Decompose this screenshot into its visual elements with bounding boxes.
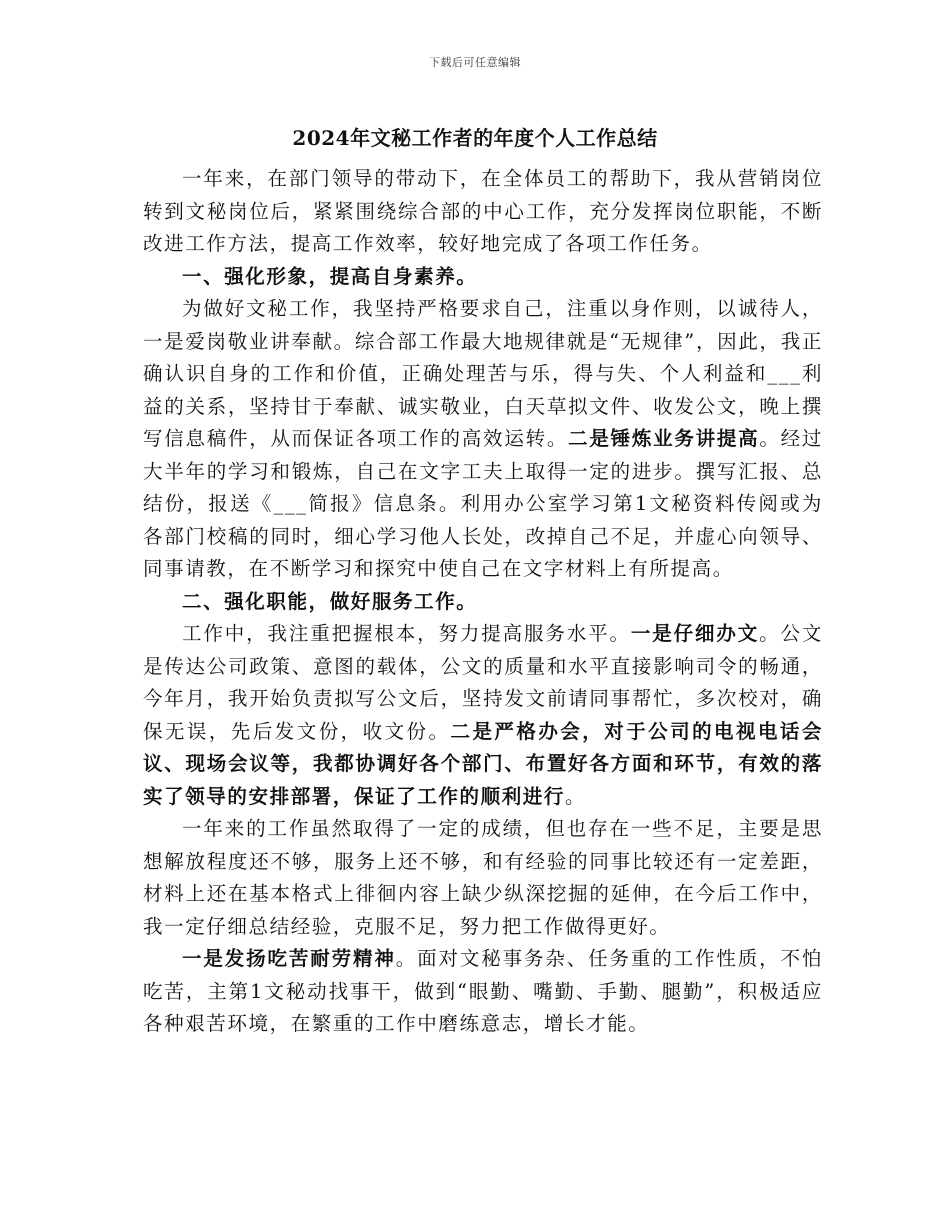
- point-1-paragraph: [143, 943, 823, 1041]
- section-2-heading: 二、强化职能，做好服务工作。: [182, 589, 478, 613]
- section-2-text-e: 。: [565, 784, 587, 808]
- document-body: [143, 163, 823, 1041]
- section-1-heading: 一、强化形象，提高自身素养。: [182, 264, 478, 288]
- point-1-text: 。面对文秘事务杂、任务重的工作性质，不怕吃苦，主第1文秘动找事干，做到“眼勤、嘴勤、手勤、腿勤”，积极适应各种艰苦环境，在繁重的工作中磨练意志，增长才能。: [143, 947, 823, 1035]
- section-2-paragraph: [143, 618, 823, 813]
- section-2-text-c: 。公文是传达公司政策、意图的载体，公文的质量和水平直接影响司令的畅通，今年月，我开始负责拟写公文后，坚持发文前请同事帮忙，多次校对，确保无误，先后发文份，收文份。: [143, 622, 823, 743]
- section-1-text-c: 。经过大半年的学习和锻炼，自己在文字工夫上取得一定的进步。撰写汇报、总结份，报送《___简报》信息条。利用办公室学习第1文秘资料传阅或为各部门校稿的同时，细心学习他人长处，改掉自己不足，并虚心向领导、同事请教，在不断学习和探究中使自己在文字材料上有所提高。: [143, 427, 823, 580]
- section-2-bold-point-1: 一是仔细办文: [630, 622, 760, 645]
- header-note: 下载后可任意编辑: [429, 56, 521, 69]
- section-2-text-a: 工作中，我注重把握根本，努力提高服务水平。: [182, 622, 631, 645]
- intro-paragraph: 一年来，在部门领导的带动下，在全体员工的帮助下，我从营销岗位转到文秘岗位后，紧紧围绕综合部的中心工作，充分发挥岗位职能，不断改进工作方法，提高工作效率，较好地完成了各项工作任务。: [143, 167, 823, 255]
- summary-paragraph: 一年来的工作虽然取得了一定的成绩，但也存在一些不足，主要是思想解放程度还不够，服务上还不够，和有经验的同事比较还有一定差距，材料上还在基本格式上徘徊内容上缺少纵深挖掘的延伸，在今后工作中，我一定仔细总结经验，克服不足，努力把工作做得更好。: [143, 817, 823, 938]
- point-1-bold: 一是发扬吃苦耐劳精神: [182, 947, 396, 970]
- document-title: 2024年文秘工作者的年度个人工作总结: [292, 126, 658, 150]
- section-1-text-a: 为做好文秘工作，我坚持严格要求自己，注重以身作则，以诚待人，一是爱岗敬业讲奉献。综合部工作最大地规律就是“无规律”，因此，我正确认识自身的工作和价值，正确处理苦与乐，得与失、个人利益和___利益的关系，坚持甘于奉献、诚实敬业，白天草拟文件、收发公文，晚上撰写信息稿件，从而保证各项工作的高效运转。: [143, 297, 823, 450]
- section-1-paragraph: [143, 293, 823, 586]
- section-2-bold-point-2: 二是严格办会，对于公司的电视电话会议、现场会议等，我都协调好各个部门、布置好各方面和环节，有效的落实了领导的安排部署，保证了工作的顺利进行: [143, 719, 823, 808]
- section-1-bold-point: 二是锤炼业务讲提高: [568, 427, 760, 450]
